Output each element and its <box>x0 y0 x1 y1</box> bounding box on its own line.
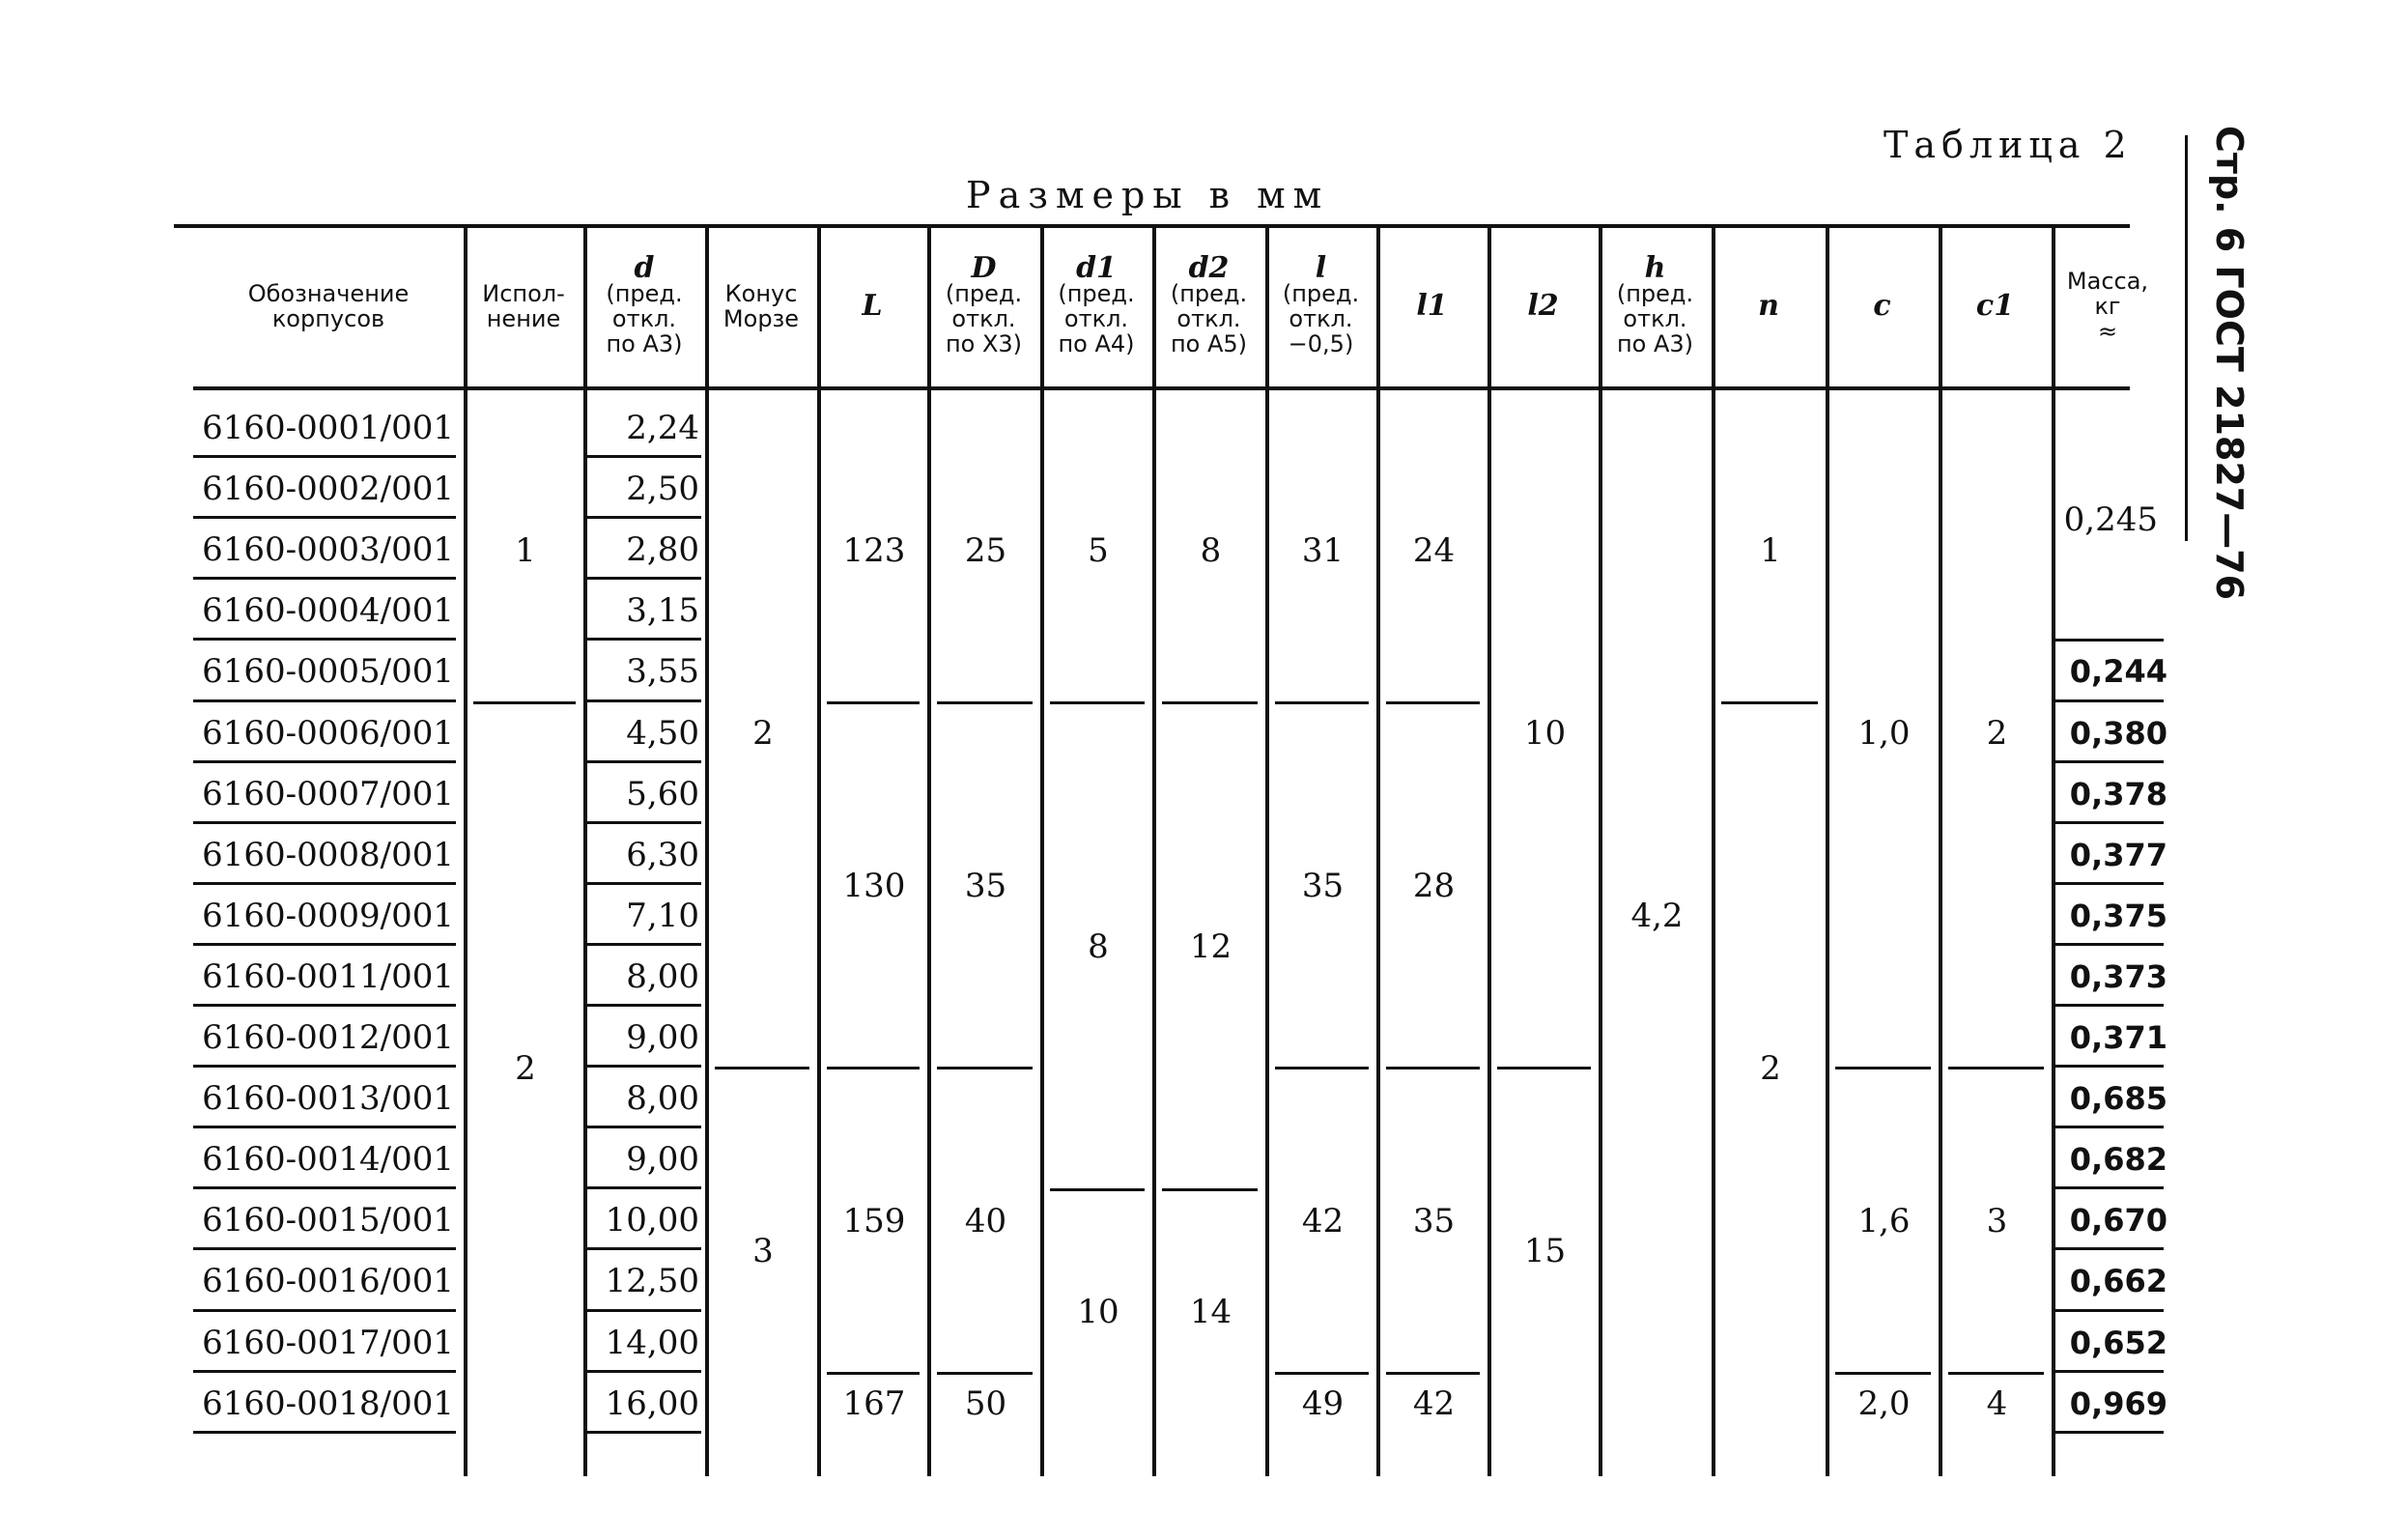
d-underline <box>587 516 701 519</box>
column-header <box>1376 230 1487 383</box>
column-header-content <box>862 289 883 323</box>
column-header-text: Масса, кг ≈ <box>2066 268 2149 345</box>
d-value-cell: 14,00 <box>605 1323 699 1362</box>
column-header <box>1712 230 1826 383</box>
d-underline <box>587 1370 701 1373</box>
column-header-symbol: l2 <box>1527 289 1559 323</box>
d-value-cell: 9,00 <box>626 1018 699 1057</box>
designation-underline <box>193 1370 456 1373</box>
mass-underline <box>2055 1004 2164 1007</box>
merged-cell-L-123: 123 <box>842 530 906 570</box>
d-underline <box>587 1247 701 1250</box>
merged-cell-d1-5: 5 <box>1088 530 1109 570</box>
merged-cell-n-2: 2 <box>1760 1049 1781 1089</box>
mass-cell: 0,373 <box>2069 957 2167 995</box>
d-underline <box>587 1309 701 1312</box>
column-header-content <box>1616 251 1694 357</box>
table-label: Таблица 2 <box>1884 124 2133 166</box>
mass-underline <box>2055 1126 2164 1128</box>
mass-cell: 0,378 <box>2069 775 2167 813</box>
mass-cell: 0,244 <box>2069 653 2167 691</box>
column-header-text: (пред. откл. по A5) <box>1170 280 1248 357</box>
designation-underline <box>193 577 456 580</box>
d-value-cell: 2,24 <box>626 409 699 447</box>
designation-cell: 6160-0003/001 <box>202 530 454 570</box>
column-header <box>1152 230 1265 383</box>
d-value-cell: 16,00 <box>605 1383 699 1423</box>
d-underline <box>587 699 701 702</box>
merged-cell-c-1-6: 1,6 <box>1857 1201 1911 1241</box>
designation-underline <box>193 1004 456 1007</box>
designation-cell: 6160-0001/001 <box>202 409 454 447</box>
column-header <box>705 230 817 383</box>
column-header <box>464 230 583 383</box>
column-rule <box>583 228 587 1476</box>
merged-cell-D-40: 40 <box>964 1201 1007 1241</box>
merged-cell-D-50: 50 <box>964 1384 1007 1424</box>
merged-cell-version-2: 2 <box>515 1049 536 1089</box>
column-header-content <box>248 281 410 331</box>
designation-cell: 6160-0017/001 <box>202 1323 454 1362</box>
d-value-cell: 3,15 <box>626 591 699 631</box>
units-caption: Размеры в мм <box>966 174 1330 216</box>
designation-cell: 6160-0013/001 <box>202 1079 454 1119</box>
merged-cell-c-1-0: 1,0 <box>1857 714 1911 754</box>
mass-cell: 0,682 <box>2069 1141 2167 1179</box>
side-rule <box>2185 135 2188 541</box>
page-standard-label: Стр. 6 ГОСТ 21827—76 <box>2208 126 2251 601</box>
merged-cell-l-42: 42 <box>1301 1201 1345 1241</box>
column-header <box>1599 230 1712 383</box>
column-header-content <box>606 251 683 357</box>
d-underline <box>587 638 701 641</box>
column-header-content <box>1282 251 1360 357</box>
mass-underline <box>2055 882 2164 885</box>
designation-underline <box>193 760 456 763</box>
column-header-symbol: l1 <box>1416 289 1448 323</box>
header-bottom-rule <box>193 386 2130 390</box>
d-underline <box>587 1186 701 1189</box>
column-header-symbol: l <box>1315 251 1327 285</box>
column-header-content <box>1758 289 1779 323</box>
designation-underline <box>193 699 456 702</box>
mass-cell: 0,377 <box>2069 836 2167 873</box>
column-header-text: Испол- нение <box>482 280 565 332</box>
merged-cell-L-130: 130 <box>842 866 906 905</box>
d-underline <box>587 760 701 763</box>
column-header-symbol: D <box>971 251 997 285</box>
merged-cell-l-35: 35 <box>1301 866 1345 905</box>
column-header-symbol: c <box>1873 289 1891 323</box>
mass-underline <box>2055 760 2164 763</box>
merged-cell-D-25: 25 <box>964 530 1007 570</box>
designation-cell: 6160-0015/001 <box>202 1201 454 1241</box>
designation-cell: 6160-0014/001 <box>202 1140 454 1180</box>
column-header-text: (пред. откл. по A3) <box>1616 280 1694 357</box>
merged-cell-l2-10: 10 <box>1523 714 1567 754</box>
designation-cell: 6160-0007/001 <box>202 774 454 813</box>
column-header-content <box>482 281 565 331</box>
d-value-cell: 8,00 <box>626 956 699 996</box>
designation-cell: 6160-0006/001 <box>202 713 454 753</box>
d-value-cell: 10,00 <box>605 1201 699 1241</box>
merged-cell-c1-3: 3 <box>1986 1201 2008 1241</box>
column-header-content <box>1527 289 1559 323</box>
column-header-symbol: d1 <box>1076 251 1117 285</box>
merged-cell-d2-8: 8 <box>1200 530 1222 570</box>
mass-underline <box>2055 1186 2164 1189</box>
merged-cell-d2-12: 12 <box>1189 927 1232 966</box>
designation-underline <box>193 1186 456 1189</box>
d-value-cell: 9,00 <box>626 1140 699 1180</box>
merged-cell-c1-2: 2 <box>1986 714 2008 754</box>
mass-underline <box>2055 1247 2164 1250</box>
d-underline <box>587 1126 701 1128</box>
column-header-content <box>1873 289 1891 323</box>
merged-cell-mass-first: 0,245 <box>2063 500 2158 540</box>
column-header-text: (пред. откл. по A3) <box>606 280 683 357</box>
mass-cell: 0,685 <box>2069 1080 2167 1118</box>
designation-cell: 6160-0008/001 <box>202 835 454 874</box>
column-header-text: (пред. откл. по X3) <box>945 280 1023 357</box>
column-header-symbol: c1 <box>1975 289 2015 323</box>
side-margin <box>2185 126 2262 609</box>
mass-cell: 0,371 <box>2069 1019 2167 1056</box>
column-header-content <box>1416 289 1448 323</box>
merged-cell-n-1: 1 <box>1760 530 1781 570</box>
column-header-text: Конус Морзе <box>722 280 800 332</box>
mass-cell: 0,652 <box>2069 1324 2167 1361</box>
mass-underline <box>2055 699 2164 702</box>
merged-cell-L-159: 159 <box>842 1201 906 1241</box>
designation-underline <box>193 638 456 641</box>
designation-underline <box>193 1126 456 1128</box>
designation-cell: 6160-0012/001 <box>202 1018 454 1057</box>
d-value-cell: 6,30 <box>626 835 699 874</box>
merged-cell-l2-15: 15 <box>1523 1232 1567 1271</box>
merged-cell-d1-10: 10 <box>1077 1293 1119 1332</box>
column-header <box>927 230 1040 383</box>
d-underline <box>587 577 701 580</box>
d-underline <box>587 1065 701 1068</box>
column-header <box>2052 230 2164 383</box>
designation-underline <box>193 943 456 946</box>
column-header-content <box>2067 269 2148 344</box>
designation-cell: 6160-0002/001 <box>202 470 454 509</box>
designation-cell: 6160-0018/001 <box>202 1383 454 1423</box>
designation-cell: 6160-0016/001 <box>202 1262 454 1301</box>
designation-underline <box>193 1309 456 1312</box>
merged-cell-morse-2: 2 <box>752 714 774 754</box>
designation-underline <box>193 882 456 885</box>
d-value-cell: 3,55 <box>626 652 699 692</box>
mass-underline <box>2055 1309 2164 1312</box>
merged-cell-d2-14: 14 <box>1189 1293 1232 1332</box>
column-header-text: Обозначение корпусов <box>247 280 410 332</box>
merged-cell-l-31: 31 <box>1301 530 1345 570</box>
designation-underline <box>193 455 456 458</box>
d-value-cell: 2,50 <box>626 470 699 509</box>
d-underline <box>587 821 701 824</box>
mass-underline <box>2055 1431 2164 1434</box>
column-header-symbol: L <box>862 289 883 323</box>
d-underline <box>587 1004 701 1007</box>
mass-cell: 0,670 <box>2069 1202 2167 1240</box>
mass-underline <box>2055 1065 2164 1068</box>
d-value-cell: 12,50 <box>605 1262 699 1301</box>
d-value-cell: 2,80 <box>626 530 699 570</box>
designation-cell: 6160-0005/001 <box>202 652 454 692</box>
column-header-content <box>1170 251 1248 357</box>
mass-underline <box>2055 1370 2164 1373</box>
merged-cell-morse-3: 3 <box>752 1232 774 1271</box>
designation-underline <box>193 821 456 824</box>
designation-underline <box>193 1065 456 1068</box>
column-header-symbol: n <box>1758 289 1779 323</box>
d-underline <box>587 455 701 458</box>
merged-cell-l1-28: 28 <box>1412 866 1456 905</box>
column-header <box>193 230 464 383</box>
designation-underline <box>193 1431 456 1434</box>
column-header-symbol: d2 <box>1188 251 1230 285</box>
column-header <box>1826 230 1939 383</box>
column-header-content <box>1058 251 1135 357</box>
merged-cell-l1-42: 42 <box>1412 1384 1456 1424</box>
column-header <box>817 230 927 383</box>
d-value-cell: 8,00 <box>626 1079 699 1119</box>
designation-underline <box>193 516 456 519</box>
d-value-cell: 7,10 <box>626 896 699 935</box>
column-header <box>1487 230 1599 383</box>
merged-cell-L-167: 167 <box>842 1384 906 1424</box>
column-header <box>1939 230 2052 383</box>
designation-underline <box>193 1247 456 1250</box>
column-header-content <box>945 251 1023 357</box>
column-header-text: (пред. откл. по A4) <box>1058 280 1135 357</box>
column-header <box>1040 230 1152 383</box>
designation-cell: 6160-0011/001 <box>202 956 454 996</box>
column-header-content <box>1975 289 2015 323</box>
mass-cell: 0,662 <box>2069 1263 2167 1300</box>
column-header-symbol: d <box>634 251 655 285</box>
mass-underline <box>2055 943 2164 946</box>
mass-underline <box>2055 821 2164 824</box>
d-value-cell: 4,50 <box>626 713 699 753</box>
designation-cell: 6160-0009/001 <box>202 896 454 935</box>
merged-cell-D-35: 35 <box>964 866 1007 905</box>
designation-cell: 6160-0004/001 <box>202 591 454 631</box>
column-header-content <box>723 281 799 331</box>
d-underline <box>587 943 701 946</box>
merged-cell-d1-8: 8 <box>1088 927 1109 966</box>
merged-cell-version-1: 1 <box>515 530 536 570</box>
column-header <box>583 230 705 383</box>
mass-cell: 0,380 <box>2069 714 2167 752</box>
merged-cell-c-2-0: 2,0 <box>1857 1384 1911 1424</box>
d-underline <box>587 882 701 885</box>
merged-cell-h-4-2: 4,2 <box>1630 897 1684 936</box>
merged-cell-l1-35: 35 <box>1412 1201 1456 1241</box>
d-value-cell: 5,60 <box>626 774 699 813</box>
d-underline <box>587 1431 701 1434</box>
merged-cell-l-49: 49 <box>1301 1384 1345 1424</box>
column-header-text: (пред. откл. −0,5) <box>1282 280 1360 357</box>
column-header <box>1265 230 1376 383</box>
mass-cell: 0,969 <box>2069 1384 2167 1422</box>
mass-cell: 0,375 <box>2069 897 2167 934</box>
column-header-symbol: h <box>1644 251 1666 285</box>
merged-cell-l1-24: 24 <box>1412 530 1456 570</box>
merged-cell-c1-4: 4 <box>1986 1384 2008 1424</box>
